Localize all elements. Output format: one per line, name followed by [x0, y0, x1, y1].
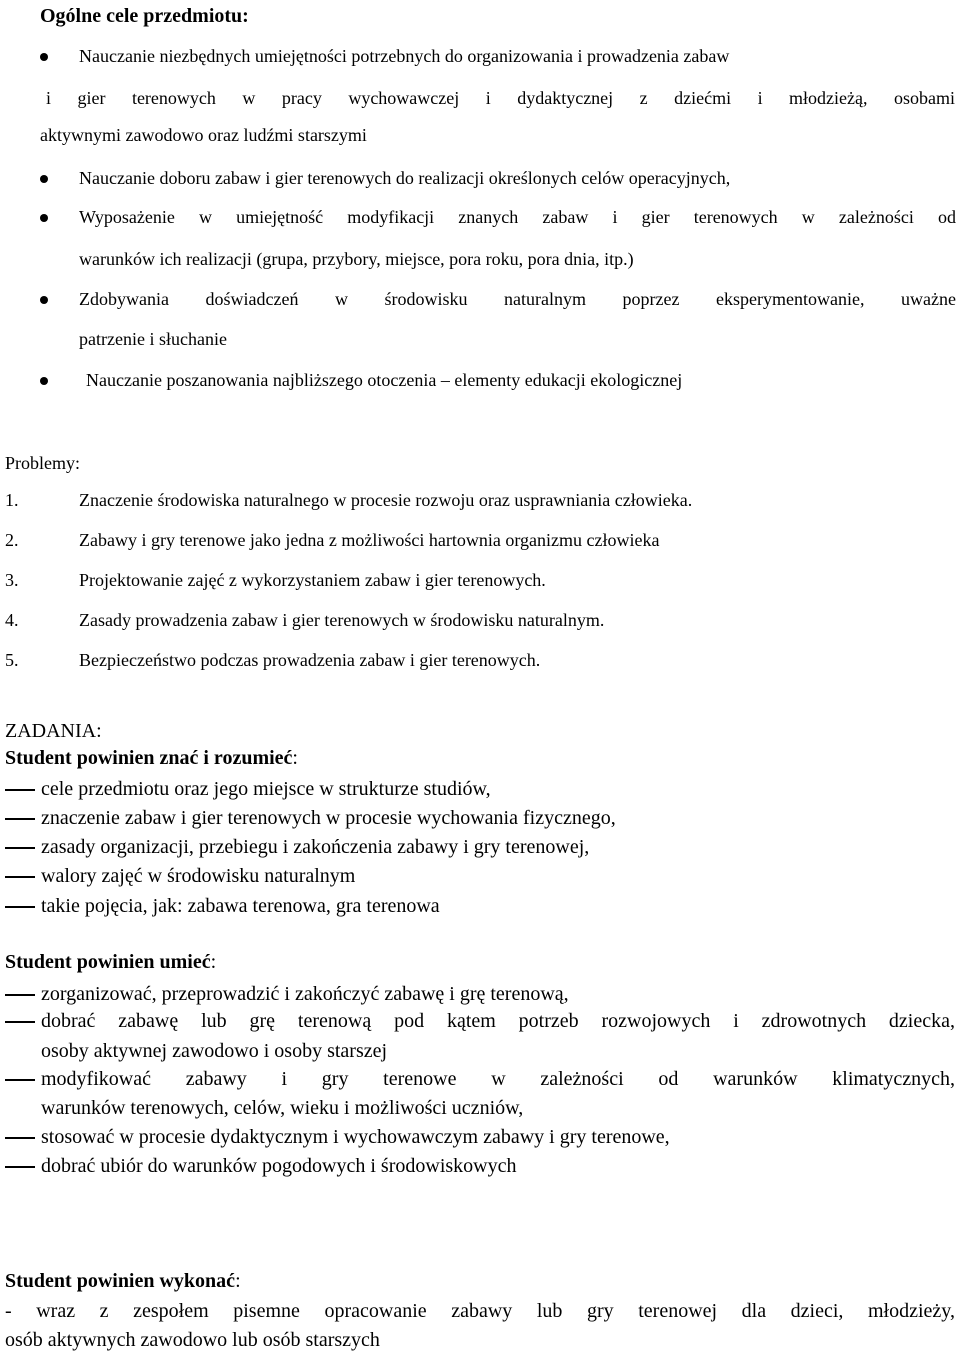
- umiec-item-3-line-2: warunków terenowych, celów, wieku i możliwości uczniów,: [41, 1097, 524, 1119]
- problem-item: Zabawy i gry terenowe jako jedna z możliwości hartownia organizmu człowieka: [79, 530, 660, 550]
- problem-number: 3.: [5, 570, 19, 590]
- wykonac-line-1: - wraz z zespołem pisemne opracowanie zabawy lub gry terenowej dla dzieci, młodzieży,: [5, 1300, 955, 1322]
- wykonac-line-2: osób aktywnych zawodowo lub osób starszych: [5, 1329, 380, 1351]
- umiec-item-2-line-1: dobrać zabawę lub grę terenową pod kątem potrzeb rozwojowych i zdrowotnych dziecka,: [41, 1010, 955, 1032]
- znac-item: cele przedmiotu oraz jego miejsce w strukturze studiów,: [41, 778, 491, 800]
- problem-item: Znaczenie środowiska naturalnego w procesie rozwoju oraz usprawniania człowieka.: [79, 490, 693, 510]
- znac-item: walory zajęć w środowisku naturalnym: [41, 865, 356, 887]
- znac-item: takie pojęcia, jak: zabawa terenowa, gra terenowa: [41, 895, 440, 917]
- bullet-icon: [40, 175, 48, 183]
- problem-number: 2.: [5, 530, 19, 550]
- cele-bullet-5: Nauczanie poszanowania najbliższego otoczenia – elementy edukacji ekologicznej: [86, 370, 683, 390]
- bullet-icon: [40, 214, 48, 222]
- subheading-umiec: [5, 950, 216, 974]
- dash-icon: [5, 1137, 35, 1139]
- subheading-umiec-label: Student powinien umieć: [5, 951, 211, 973]
- umiec-item-2-line-2: osoby aktywnej zawodowo i osoby starszej: [41, 1040, 388, 1062]
- bullet-icon: [40, 53, 48, 61]
- dash-icon: [5, 818, 35, 820]
- dash-icon: [5, 1021, 35, 1023]
- section-heading-cele: Ogólne cele przedmiotu:: [40, 5, 249, 27]
- cele-bullet-1-line-2: i gier terenowych w pracy wychowawczej i dydaktycznej z dziećmi i młodzieżą, osobami: [46, 88, 955, 108]
- subheading-colon: :: [235, 1270, 241, 1292]
- dash-icon: [5, 906, 35, 908]
- umiec-item-4: stosować w procesie dydaktycznym i wychowawczym zabawy i gry terenowe,: [41, 1126, 670, 1148]
- bullet-icon: [40, 296, 48, 304]
- cele-bullet-1-line-1: Nauczanie niezbędnych umiejętności potrzebnych do organizowania i prowadzenia zabaw: [79, 46, 730, 66]
- dash-icon: [5, 876, 35, 878]
- section-heading-problemy: Problemy:: [5, 453, 80, 473]
- problem-item: Zasady prowadzenia zabaw i gier terenowych w środowisku naturalnym.: [79, 610, 605, 630]
- subheading-wykonac: [5, 1269, 241, 1293]
- znac-item: znaczenie zabaw i gier terenowych w procesie wychowania fizycznego,: [41, 807, 616, 829]
- subheading-colon: :: [210, 951, 217, 973]
- cele-bullet-1-line-3: aktywnymi zawodowo oraz ludźmi starszymi: [40, 125, 367, 145]
- cele-bullet-2: Nauczanie doboru zabaw i gier terenowych do realizacji określonych celów operacyjnych,: [79, 168, 731, 188]
- bullet-icon: [40, 377, 48, 385]
- problem-number: 5.: [5, 650, 19, 670]
- cele-bullet-3-line-2: warunków ich realizacji (grupa, przybory, miejsce, pora roku, pora dnia, itp.): [79, 249, 634, 269]
- dash-icon: [5, 994, 35, 996]
- section-heading-zadania: ZADANIA:: [5, 720, 102, 742]
- dash-icon: [5, 847, 35, 849]
- subheading-znac-label: Student powinien znać i rozumieć: [5, 747, 293, 769]
- subheading-colon: :: [292, 747, 298, 769]
- dash-icon: [5, 789, 35, 791]
- cele-bullet-4-line-1: Zdobywania doświadczeń w środowisku naturalnym poprzez eksperymentowanie, uważne: [79, 289, 956, 309]
- subheading-znac: [5, 746, 298, 770]
- umiec-item-1: zorganizować, przeprowadzić i zakończyć zabawę i grę terenową,: [41, 983, 569, 1005]
- problem-item: Bezpieczeństwo podczas prowadzenia zabaw i gier terenowych.: [79, 650, 541, 670]
- dash-icon: [5, 1079, 35, 1081]
- problem-item: Projektowanie zajęć z wykorzystaniem zabaw i gier terenowych.: [79, 570, 546, 590]
- problem-number: 4.: [5, 610, 19, 630]
- cele-bullet-4-line-2: patrzenie i słuchanie: [79, 329, 227, 349]
- cele-bullet-3-line-1: Wyposażenie w umiejętność modyfikacji znanych zabaw i gier terenowych w zależności od: [79, 207, 956, 227]
- umiec-item-3-line-1: modyfikować zabawy i gry terenowe w zależności od warunków klimatycznych,: [41, 1068, 955, 1090]
- dash-icon: [5, 1166, 35, 1168]
- umiec-item-5: dobrać ubiór do warunków pogodowych i środowiskowych: [41, 1155, 517, 1177]
- subheading-wykonac-label: Student powinien wykonać: [5, 1270, 236, 1292]
- problem-number: 1.: [5, 490, 19, 510]
- znac-item: zasady organizacji, przebiegu i zakończenia zabawy i gry terenowej,: [41, 836, 590, 858]
